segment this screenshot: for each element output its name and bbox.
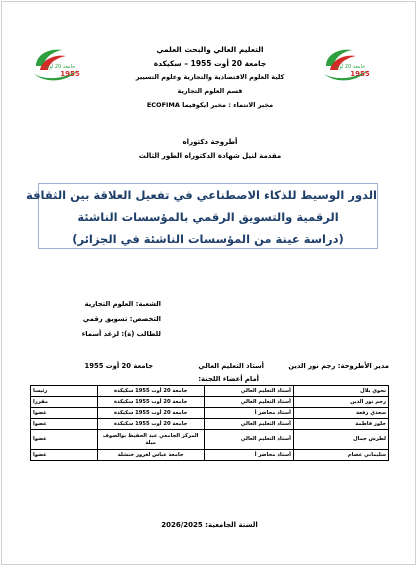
member-rank: أستاذ التعليم العالي: [204, 430, 293, 450]
member-university: جامعة 20 أوت 1955 سكيكدة: [97, 419, 204, 430]
member-rank: أستاذ محاضر أ: [204, 408, 293, 419]
thesis-title-line-3: (دراسة عينة من المؤسسات الناشئة في الجزائر): [72, 232, 344, 246]
thesis-purpose: مقدمة لنيل شهادة الدكتوراه الطور الثالث: [138, 152, 282, 160]
member-name: سعدي رفعة: [293, 408, 388, 419]
member-rank: أستاذ محاضر أ: [204, 450, 293, 461]
table-row: [31, 430, 389, 450]
branch-label: الشعبة: العلوم التجارية: [84, 300, 161, 308]
member-role: عضوا: [31, 450, 98, 461]
member-university: جامعة 20 أوت 1955 سكيكدة: [97, 408, 204, 419]
logo-right-year: 1955: [350, 70, 370, 78]
member-name: حلوز فاطمة: [293, 419, 388, 430]
committee-label: أمام أعضاء اللجنة:: [198, 375, 259, 383]
department-name: قسم العلوم التجارية: [177, 87, 243, 95]
thesis-title-line-2: الرقمية والتسويق الرقمي بالمؤسسات الناشئة: [77, 210, 339, 224]
member-rank: أستاذ التعليم العالي: [204, 419, 293, 430]
student-label: للطالب (ة): لزغد أسماء: [81, 330, 161, 338]
thesis-type: أطروحة دكتوراه: [182, 138, 238, 146]
committee-table: [30, 385, 389, 461]
member-university: المركز الجامعي عبد الحفيظ بوالصوف ميلة: [97, 430, 204, 450]
university-logo-left: [30, 44, 88, 90]
member-university: جامعة عباس لغرور خنشلة: [97, 450, 204, 461]
member-name: رجم نور الدين: [293, 397, 388, 408]
thesis-title-box: [26, 183, 378, 249]
member-role: رئيسا: [31, 386, 98, 397]
member-university: جامعة 20 أوت 1955 سكيكدة: [97, 397, 204, 408]
table-row: [31, 450, 389, 461]
specialty-label: التخصص: تسويق رقمي: [82, 315, 161, 323]
logo-left-lettering: جامعة 20 أوت: [44, 64, 76, 70]
logo-left-year: 1955: [60, 70, 80, 78]
member-role: عضوا: [31, 419, 98, 430]
university-logo-left-graphic: [30, 44, 88, 90]
thesis-title-line-1: الدور الوسيط للذكاء الاصطناعي في تفعيل العلاقة بين الثقافة: [26, 188, 377, 202]
member-role: عضوا: [31, 430, 98, 450]
lab-name: مخبر الانتماء : مخبر ايكوفيما ECOFIMA: [146, 101, 274, 109]
table-row: [31, 408, 389, 419]
academic-year: السنة الجامعية: 2026/2025: [161, 521, 258, 529]
member-rank: أستاذ التعليم العالي: [204, 397, 293, 408]
ministry-name: التعليم العالي والبحث العلمي: [156, 45, 264, 54]
supervisor-university: جامعة 20 أوت 1955: [84, 362, 153, 370]
university-name: جامعة 20 أوت 1955 – سكيكدة: [153, 59, 267, 68]
logo-right-lettering: جامعة 20 أوت: [334, 64, 366, 70]
table-row: [31, 386, 389, 397]
member-role: عضوا: [31, 408, 98, 419]
supervisor-name: مدير الأطروحة: رجم نور الدين: [288, 362, 389, 370]
faculty-name: كلية العلوم الاقتصادية والتجارية وعلوم التسيير: [135, 73, 285, 81]
member-name: نحوي بلال: [293, 386, 388, 397]
table-row: [31, 397, 389, 408]
member-name: لطرش جمال: [293, 430, 388, 450]
member-name: سليماني عصام: [293, 450, 388, 461]
member-rank: أستاذ التعليم العالي: [204, 386, 293, 397]
member-university: جامعة 20 أوت 1955 سكيكدة: [97, 386, 204, 397]
table-row: [31, 419, 389, 430]
supervisor-rank: أستاذ التعليم العالي: [198, 362, 264, 370]
member-role: مقررا: [31, 397, 98, 408]
